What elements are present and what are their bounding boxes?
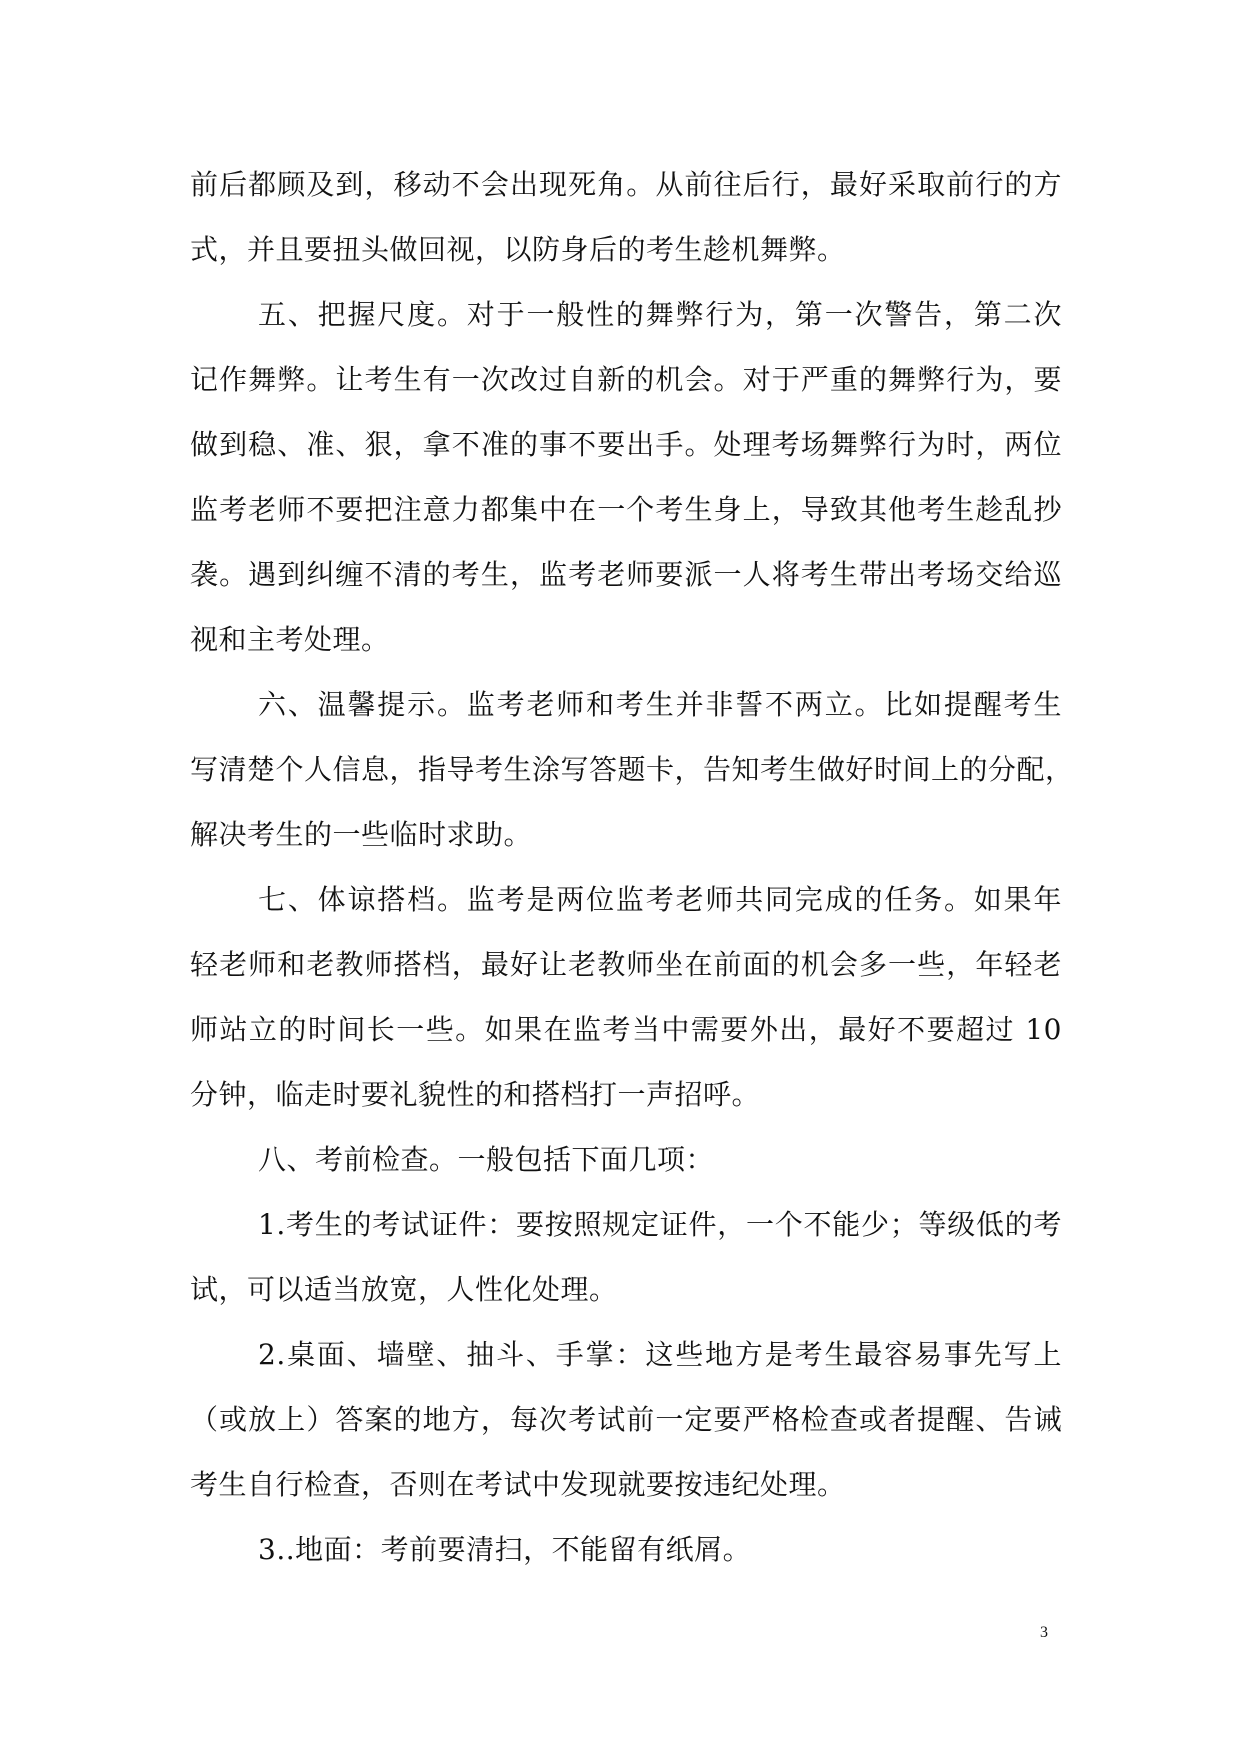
body-line: （或放上）答案的地方，每次考试前一定要严格检查或者提醒、告诫	[190, 1403, 1062, 1436]
body-line: 试，可以适当放宽，人性化处理。	[190, 1273, 618, 1306]
body-line: 视和主考处理。	[190, 623, 390, 656]
body-line: 写清楚个人信息，指导考生涂写答题卡，告知考生做好时间上的分配，	[190, 753, 1074, 786]
body-line: 做到稳、准、狠，拿不准的事不要出手。处理考场舞弊行为时，两位	[190, 428, 1062, 461]
section-six-heading-line: 六、温馨提示。监考老师和考生并非誓不两立。比如提醒考生	[258, 688, 1062, 721]
list-item-line: 1.考生的考试证件：要按照规定证件，一个不能少；等级低的考	[258, 1208, 1062, 1241]
body-line: 袭。遇到纠缠不清的考生，监考老师要派一人将考生带出考场交给巡	[190, 558, 1062, 591]
body-line: 师站立的时间长一些。如果在监考当中需要外出，最好不要超过 10	[190, 1013, 1062, 1046]
body-line: 轻老师和老教师搭档，最好让老教师坐在前面的机会多一些，年轻老	[190, 948, 1062, 981]
body-line: 考生自行检查，否则在考试中发现就要按违纪处理。	[190, 1468, 846, 1501]
body-line: 式，并且要扭头做回视，以防身后的考生趁机舞弊。	[190, 233, 846, 266]
page-number: 3	[1040, 1624, 1048, 1641]
body-line: 解决考生的一些临时求助。	[190, 818, 533, 851]
section-seven-heading-line: 七、体谅搭档。监考是两位监考老师共同完成的任务。如果年	[258, 883, 1062, 916]
body-line: 监考老师不要把注意力都集中在一个考生身上，导致其他考生趁乱抄	[190, 493, 1062, 526]
body-line: 记作舞弊。让考生有一次改过自新的机会。对于严重的舞弊行为，要	[190, 363, 1062, 396]
body-line: 前后都顾及到，移动不会出现死角。从前往后行，最好采取前行的方	[190, 168, 1062, 201]
section-five-heading-line: 五、把握尺度。对于一般性的舞弊行为，第一次警告，第二次	[258, 298, 1062, 331]
list-item-line: 3..地面：考前要清扫，不能留有纸屑。	[258, 1533, 752, 1566]
body-line: 分钟，临走时要礼貌性的和搭档打一声招呼。	[190, 1078, 761, 1111]
list-item-line: 2.桌面、墙壁、抽斗、手掌：这些地方是考生最容易事先写上	[258, 1338, 1062, 1371]
section-eight-heading-line: 八、考前检查。一般包括下面几项：	[258, 1143, 715, 1176]
